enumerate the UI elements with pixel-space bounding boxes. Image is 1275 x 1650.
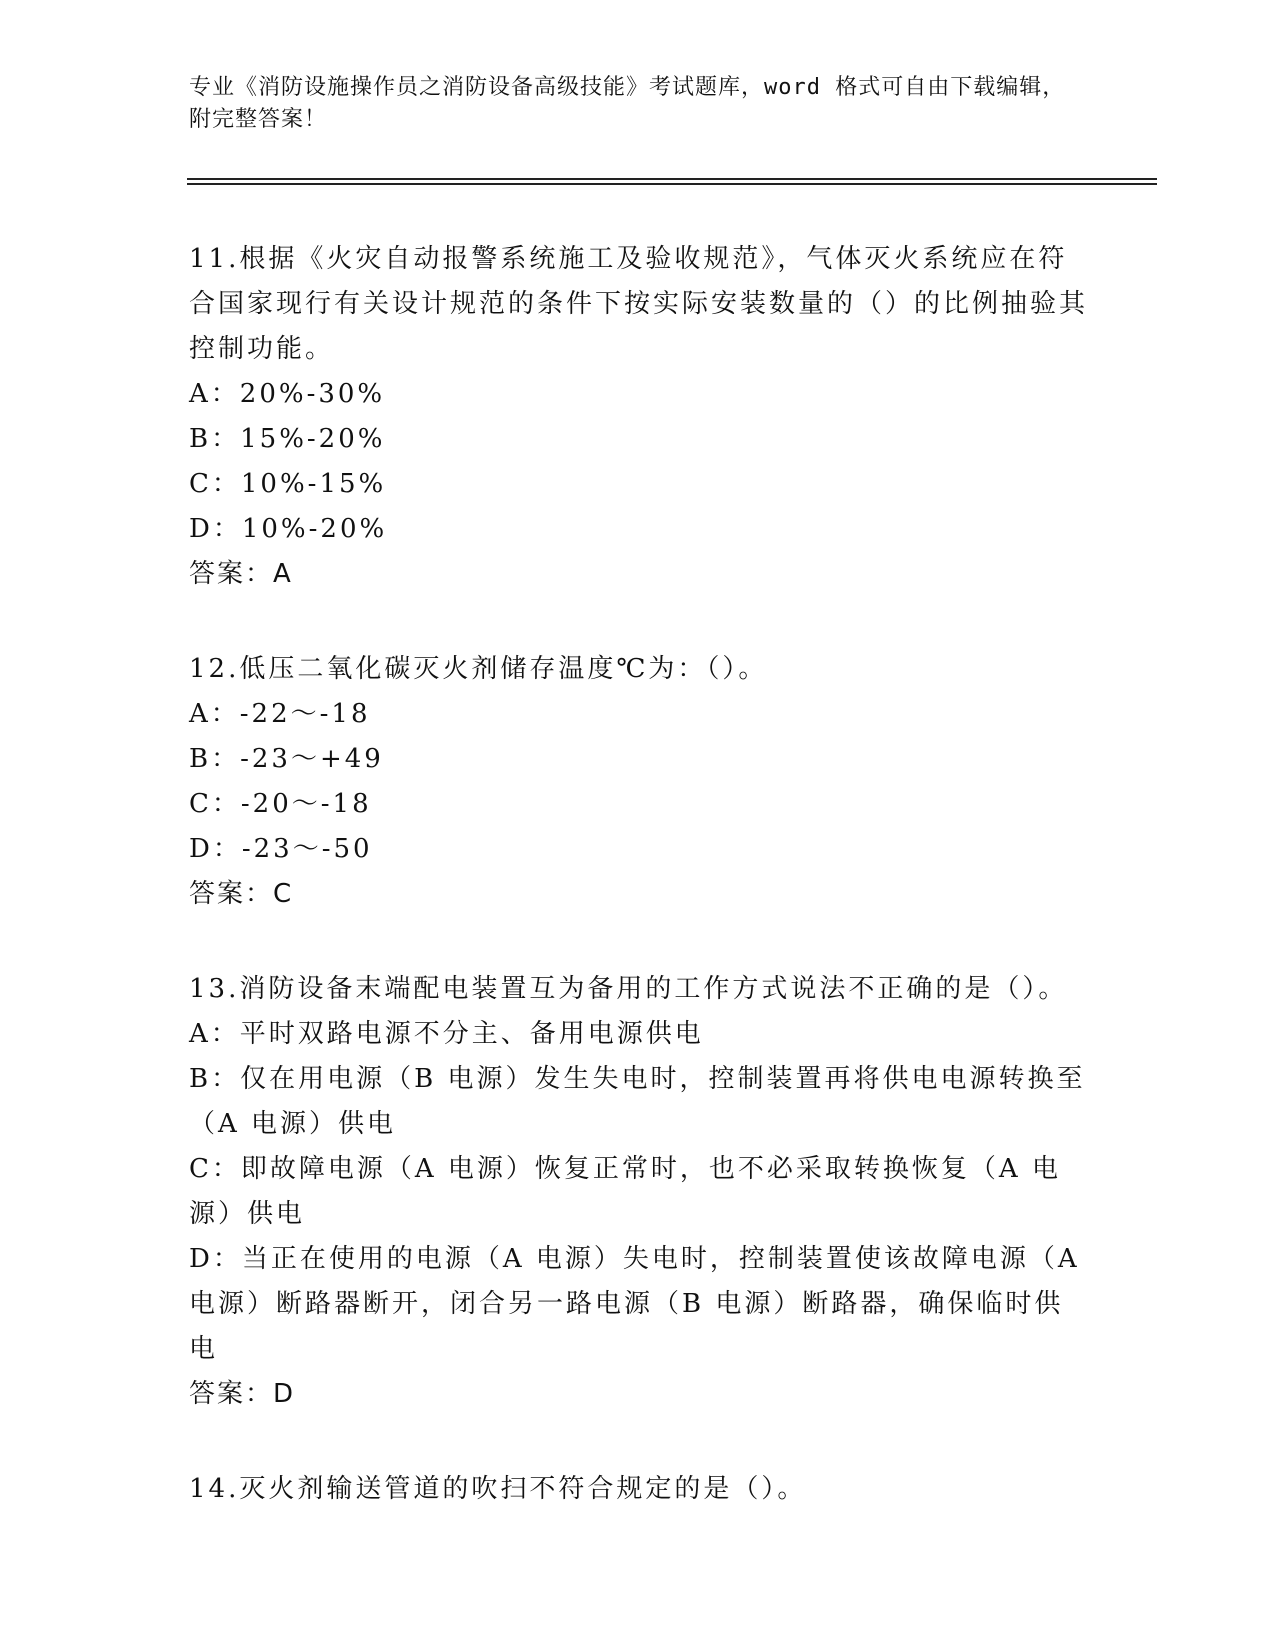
option-b: B：15%-20% xyxy=(189,424,386,454)
option-d: D：当正在使用的电源（A 电源）失电时，控制装置使该故障电源（A 电源）断路器断开，闭合另一路电源（B 电源）断路器，确保临时供电 xyxy=(189,1244,1080,1364)
question-11 xyxy=(189,237,1089,597)
answer: 答案：C xyxy=(189,879,294,909)
option-c: C：即故障电源（A 电源）恢复正常时，也不必采取转换恢复（A 电源）供电 xyxy=(189,1154,1061,1229)
header-rule-bottom xyxy=(187,183,1157,185)
question-stem: 12.低压二氧化碳灭火剂储存温度℃为：（）。 xyxy=(189,654,768,684)
question-stem: 11.根据《火灾自动报警系统施工及验收规范》，气体灭火系统应在符合国家现行有关设计规范的条件下按实际安装数量的（）的比例抽验其控制功能。 xyxy=(189,244,1089,364)
question-list xyxy=(189,237,1089,1562)
answer: 答案：A xyxy=(189,559,293,589)
header-rule-top xyxy=(187,178,1157,180)
answer: 答案：D xyxy=(189,1379,296,1409)
question-13 xyxy=(189,967,1089,1417)
option-b: B：仅在用电源（B 电源）发生失电时，控制装置再将供电电源转换至（A 电源）供电 xyxy=(189,1064,1086,1139)
question-stem: 13.消防设备末端配电装置互为备用的工作方式说法不正确的是（）。 xyxy=(189,974,1068,1004)
question-14 xyxy=(189,1467,1089,1512)
option-c: C：10%-15% xyxy=(189,469,387,499)
document-header: 专业《消防设施操作员之消防设备高级技能》考试题库，word 格式可自由下载编辑，附完整答案！ xyxy=(189,75,1066,132)
option-b: B：-23～+49 xyxy=(189,744,384,774)
option-a: A：平时双路电源不分主、备用电源供电 xyxy=(189,1019,704,1049)
option-c: C：-20～-18 xyxy=(189,789,372,819)
option-a: A：20%-30% xyxy=(189,379,386,409)
question-12 xyxy=(189,647,1089,917)
option-a: A：-22～-18 xyxy=(189,699,371,729)
option-d: D：10%-20% xyxy=(189,514,388,544)
option-d: D：-23～-50 xyxy=(189,834,373,864)
question-stem: 14.灭火剂输送管道的吹扫不符合规定的是（）。 xyxy=(189,1474,807,1504)
